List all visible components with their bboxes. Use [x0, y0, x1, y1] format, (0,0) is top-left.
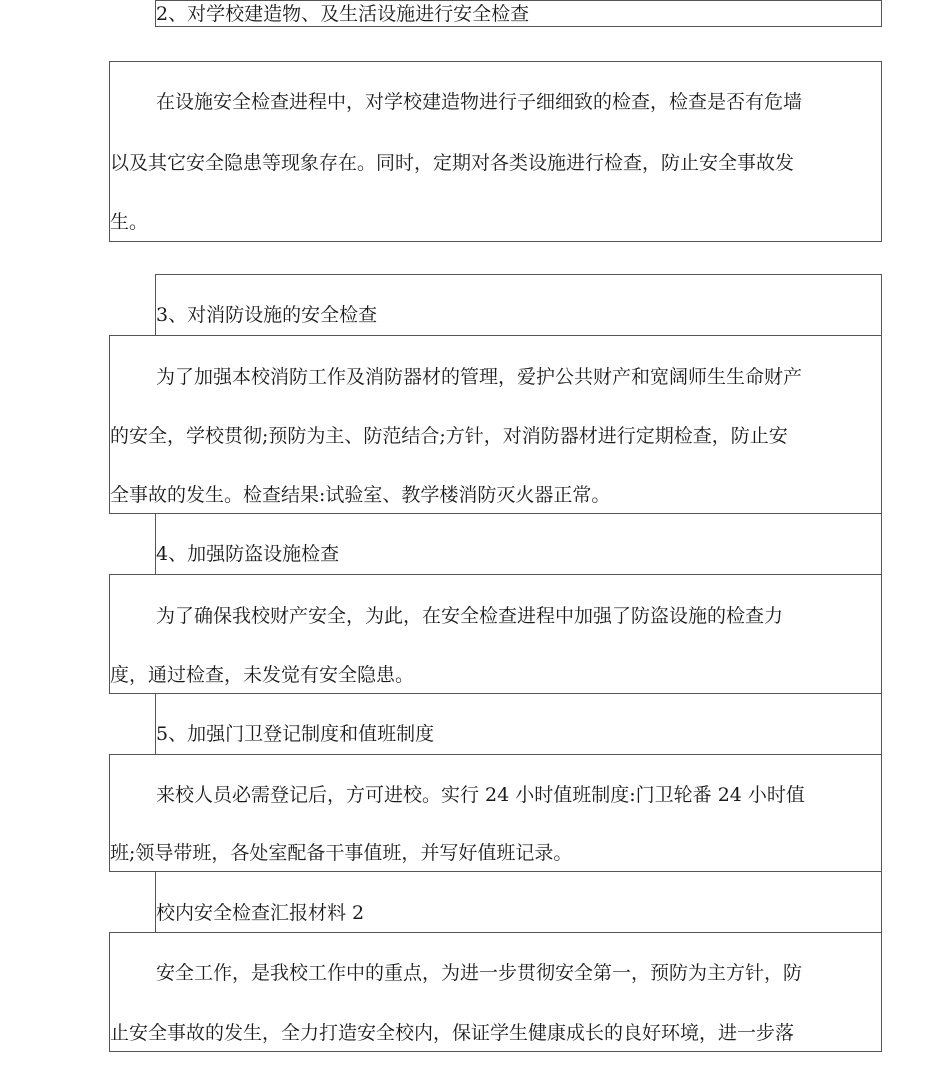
- section-heading: 校内安全检查汇报材料 2: [156, 902, 365, 924]
- paragraph-box-section-2: [109, 61, 882, 242]
- paragraph-box-section-3: [109, 335, 882, 514]
- paragraph-line: 在设施安全检查进程中，对学校建造物进行子细细致的检查，检查是否有危墙: [156, 91, 803, 113]
- paragraph-line: 安全工作，是我校工作中的重点，为进一步贯彻安全第一，预防为主方针，防: [156, 962, 803, 984]
- heading-box-section-4: [155, 513, 882, 575]
- paragraph-box-section-4: [109, 574, 882, 694]
- paragraph-line: 为了确保我校财产安全，为此，在安全检查进程中加强了防盗设施的检查力: [156, 605, 784, 627]
- paragraph-line: 以及其它安全隐患等现象存在。同时，定期对各类设施进行检查，防止安全事故发: [110, 152, 795, 174]
- heading-box-section-5: [155, 693, 882, 755]
- paragraph-line: 的安全，学校贯彻;预防为主、防范结合;方针，对消防器材进行定期检查，防止安: [110, 425, 788, 447]
- section-heading: 4、加强防盗设施检查: [156, 543, 340, 565]
- paragraph-box-section-5: [109, 754, 882, 872]
- heading-box-section-2: [155, 0, 882, 27]
- paragraph-line: 全事故的发生。检查结果:试验室、教学楼消防灭火器正常。: [110, 484, 611, 506]
- paragraph-line: 止安全事故的发生，全力打造安全校内，保证学生健康成长的良好环境，进一步落: [110, 1022, 795, 1044]
- paragraph-line: 度，通过检查，未发觉有安全隐患。: [110, 664, 415, 686]
- heading-box-section-3: [155, 274, 882, 336]
- paragraph-line: 来校人员必需登记后，方可进校。实行 24 小时值班制度:门卫轮番 24 小时值: [156, 784, 805, 806]
- paragraph-line: 生。: [110, 211, 149, 233]
- paragraph-line: 为了加强本校消防工作及消防器材的管理，爱护公共财产和宽阔师生生命财产: [156, 366, 803, 388]
- heading-box-report-2: [155, 871, 882, 933]
- section-heading: 2、对学校建造物、及生活设施进行安全检查: [156, 3, 530, 25]
- paragraph-line: 班;领导带班，各处室配备干事值班，并写好值班记录。: [110, 842, 573, 864]
- section-heading: 3、对消防设施的安全检查: [156, 304, 378, 326]
- section-heading: 5、加强门卫登记制度和值班制度: [156, 723, 435, 745]
- paragraph-box-report-2: [109, 932, 882, 1052]
